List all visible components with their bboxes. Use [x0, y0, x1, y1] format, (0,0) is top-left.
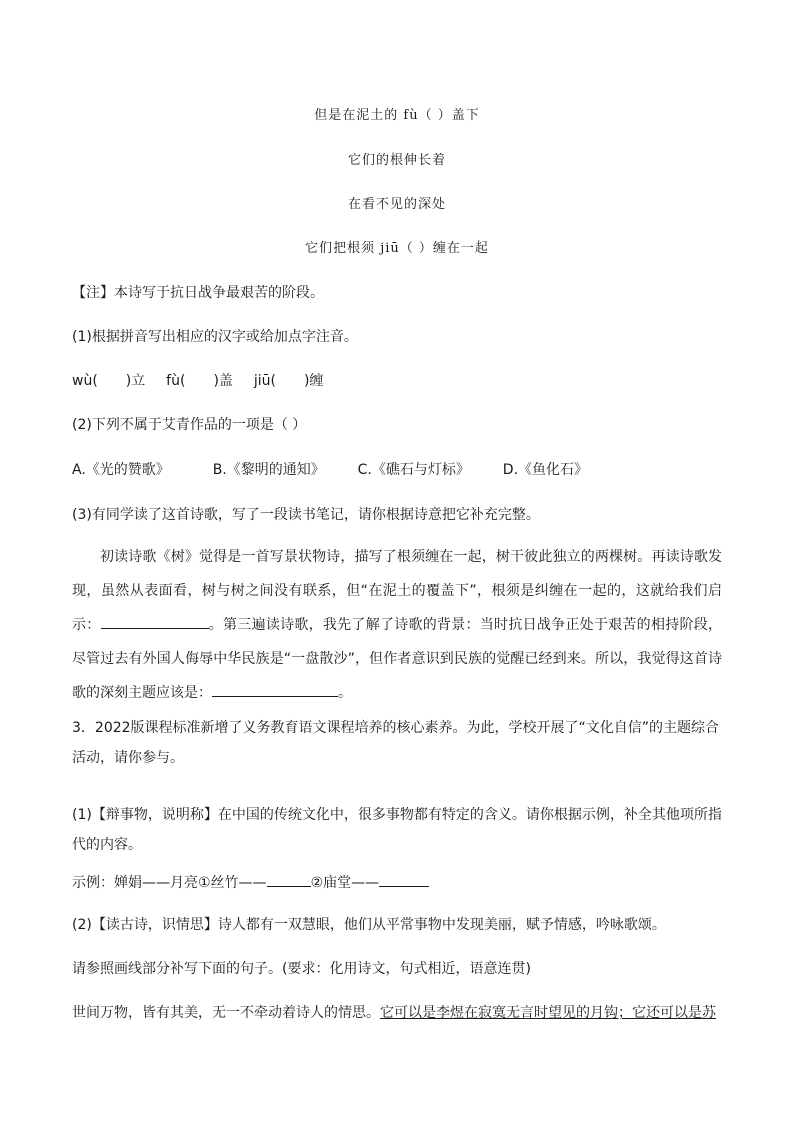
q1-item-1a: wù(: [72, 373, 98, 389]
sub2-text-underlined: 它可以是李煜在寂寞无言时望见的月钩；它还可以是苏: [380, 1005, 716, 1021]
q3-paragraph: [72, 540, 722, 710]
section3-sub2-instruction: 请参照画线部分补写下面的句子。(要求：化用诗文，句式相近，语意连贯): [72, 961, 531, 977]
q2-prompt: (2)下列不属于艾青作品的一项是（ ）: [72, 417, 307, 433]
poem-line-1: 但是在泥土的 fù（ ）盖下: [314, 108, 480, 123]
q2-option-c[interactable]: C.《礁石与灯标》: [357, 462, 470, 478]
q3-text-2: 。第三遍读诗歌，我先了解了诗歌的背景：当时抗日战争正处于艰苦的相持阶段，尽管过去有外国人侮辱中华民族是“一盘散沙”，但作者意识到民族的觉醒已经到来。所以，我觉得这首诗歌的深刻主题应该是：: [72, 617, 723, 701]
q1-item-2b: )盖: [213, 373, 233, 389]
q2-option-b[interactable]: B.《黎明的通知》: [212, 462, 325, 478]
q1-item-3b: )缠: [303, 373, 324, 389]
note: 【注】本诗写于抗日战争最艰苦的阶段。: [72, 285, 324, 301]
poem-line-3: 在看不见的深处: [347, 197, 446, 212]
q1-prompt: (1)根据拼音写出相应的汉字或给加点字注音。: [72, 329, 358, 345]
q3-blank-2[interactable]: [212, 682, 338, 697]
poem-line-2: 它们的根伸长着: [347, 153, 446, 168]
q1-items: [72, 370, 722, 390]
q3-blank-1[interactable]: [101, 614, 209, 629]
section3-sub2-prompt: (2)【读古诗，识情思】诗人都有一双慧眼，他们从平常事物中发现美丽，赋予情感，吟咏歌颂。: [72, 917, 666, 933]
q3-prompt: (3)有同学读了这首诗歌，写了一段读书笔记，请你根据诗意把它补充完整。: [72, 507, 540, 523]
section3-sub1-example: [72, 872, 722, 892]
q2-options: [72, 459, 722, 479]
q3-text-1: 初读诗歌《树》觉得是一首写景状物诗，描写了根须缠在一起，树干彼此独立的两棵树。再读诗歌发现，虽然从表面看，树与树之间没有联系，但“在泥土的覆盖下”，根须是纠缠在一起的，这就给我们启示：: [72, 549, 722, 633]
section3-prompt: 3．2022版课程标准新增了义务教育语文课程培养的核心素养。为此，学校开展了“文化自信”的主题综合活动，请你参与。: [72, 720, 720, 766]
q1-item-2a: fù(: [166, 373, 186, 389]
sub2-text-a: 世间万物，皆有其美，无一不牵动着诗人的情思。: [72, 1005, 380, 1021]
sub1-blank-2[interactable]: [379, 872, 429, 887]
q3-text-3: 。: [338, 685, 352, 701]
q1-item-3a: jiū(: [253, 373, 276, 389]
sub1-example-b: ②庙堂——: [310, 875, 380, 891]
poem-line-4: 它们把根须 jiū（ ）缠在一起: [305, 241, 489, 256]
q1-item-1b: )立: [125, 373, 146, 389]
q2-option-a[interactable]: A.《光的赞歌》: [72, 462, 170, 478]
q2-option-d[interactable]: D.《鱼化石》: [502, 462, 589, 478]
sub1-blank-1[interactable]: [267, 872, 311, 887]
sub1-example-a: 示例：婵娟——月亮①丝竹——: [72, 875, 267, 891]
section3-sub1-prompt: (1)【辩事物，说明称】在中国的传统文化中，很多事物都有特定的含义。请你根据示例，补全其他项所指代的内容。: [72, 807, 722, 853]
section3-sub2-text: [72, 1002, 722, 1022]
